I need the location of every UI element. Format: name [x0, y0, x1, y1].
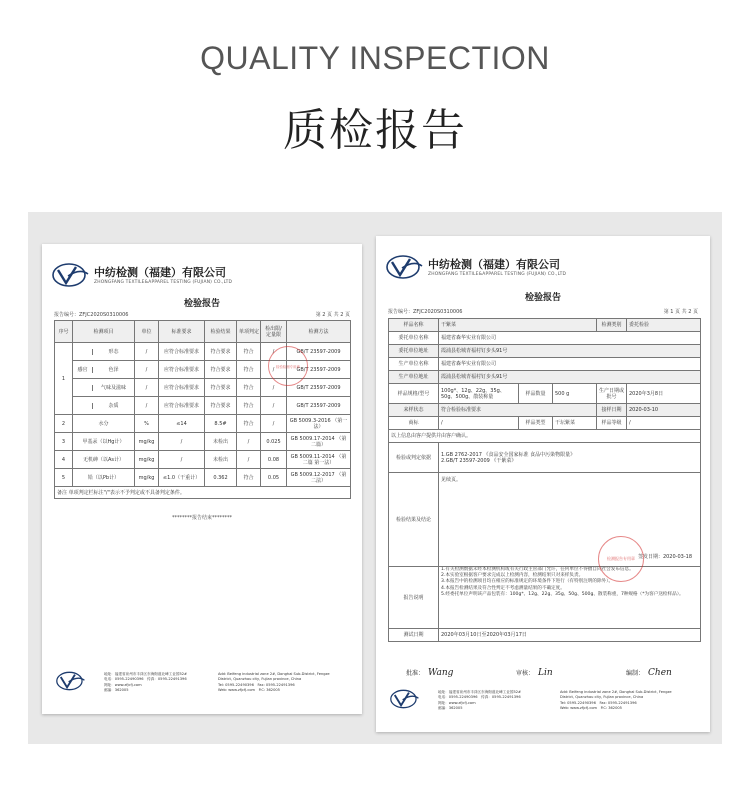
col-verdict: 单项判定 [237, 321, 261, 343]
report-title: 检验报告 [524, 293, 561, 303]
group-label: 感官 [73, 367, 93, 373]
report-stamp: 检测报告专用章 [598, 536, 644, 582]
report-end-mark: ********报告结束******** [171, 515, 232, 521]
col-requirement: 标准要求 [159, 321, 205, 343]
info-table [388, 318, 701, 642]
col-unit: 单位 [135, 321, 159, 343]
inspection-stamp: 检验检测专用章 [268, 346, 308, 386]
table-header-row [55, 321, 351, 343]
company-logo-icon [52, 262, 90, 288]
table-note-row: 备注 单项判定栏标注"/"表示不予判定或不具备判定条件。 [55, 487, 351, 499]
company-name-en: ZHONGFANG TEXTILE&APPAREL TESTING (FUJIAN) CO.,LTD [428, 272, 567, 277]
company-name-en: ZHONGFANG TEXTILE&APPAREL TESTING (FUJIAN) CO.,LTD [94, 280, 233, 285]
table-row: 4 无机砷（以As计） mg/kg / 未检出 / 0.08 GB 5009.11-2014 （第二篇 第一法） [55, 451, 351, 469]
document-footer: 地址：福建省泉州市丰泽区东海街道北峰工业园52# 电话：0595-22490396 传真：0595-22491396 网址：www.zfjcfj.com 邮编：362005 Add: Beifeng industrial zone 2#, Donghai Sub-District, Fengze District, Quanzhou city, Fujian province, China Tel: 0595-22490396 Fax: 0595-22491396 Web: www.zfjcfj.com P.C: 362005 [42, 664, 362, 706]
company-name-cn: 中纺检测（福建）有限公司 [94, 266, 226, 279]
table-row: 样品名称 干紫菜 检测类别 委托检验 [389, 319, 701, 332]
table-row: 检验或判定依据 1.GB 2762-2017 《食品安全国家标准 食品中污染物限量》 2.GB/T 23597-2009 《干紫菜》 [389, 443, 701, 473]
footer-logo-icon [390, 688, 420, 710]
table-row: 商标 / 样品类型 干坛紫菜 样品等级 / [389, 417, 701, 430]
col-result: 检验结果 [205, 321, 237, 343]
page-indicator: 第 2 页 共 2 页 [315, 312, 350, 318]
company-logo-icon [386, 254, 424, 280]
table-row: 3 甲基汞（以Hg计） mg/kg / 未检出 / 0.025 GB 5009.17-2014 （第二篇） [55, 433, 351, 451]
table-row: 感官 色泽 / 应符合标准要求 符合要求 符合 / GB/T 23597-2009 [55, 361, 351, 379]
table-row: 1 形态 / 应符合标准要求 符合要求 符合 / GB/T 23597-2009 [55, 343, 351, 361]
table-row: 报告说明 1.有关检测数据未经本检测机构或有关行政主管部门允许，任何单位不得擅自向社会发布信息。 2.本实验室根据客户要求完成以上检测内容，检测结果只对来样负责。 3.本报告中的检测项目均在相应的标准规定的环境条件下进行（有特别注明的除外）。 4.本报告检测结果及符合性判定不考虑测量结果的不确定度。 5.经委托单位声明该产品包装有：100g*、12g、22g、35g、50g、500g、散装称重，7种规格（*为客户送检样品）。 [389, 567, 701, 629]
report-number: 报告编号：ZFJC2020S0310006 [54, 312, 129, 318]
table-row: 委托单位地址 霞浦县松城青福村钉步头91号 [389, 345, 701, 358]
document-footer: 地址：福建省泉州市丰泽区东海街道北峰工业园52# 电话：0595-22490396 传真：0595-22491396 网址：www.zfjcfj.com 邮编：362005 Add: Beifeng industrial zone 2#, Donghai Sub-District, Fengze District, Quanzhou city, Fujian province, China Tel: 0595-22490396 Fax: 0595-22491396 Web: www.zfjcfj.com P.C: 362005 [376, 682, 710, 724]
table-row: 样品规格/型号 100g*、12g、22g、35g、50g、500g、散装称量 样品数量 500 g 生产日期或批号 2020年3月8日 [389, 384, 701, 404]
table-row: 5 铅（以Pb计） mg/kg ≤1.0（干重计） 0.362 符合 0.05 GB 5009.12-2017 （第二法） [55, 469, 351, 487]
results-table [54, 320, 351, 499]
col-no: 序号 [55, 321, 73, 343]
col-limit: 检出限/定量限 [261, 321, 287, 343]
col-item: 检测项目 [73, 321, 135, 343]
report-page-2 [42, 244, 362, 714]
report-number: 报告编号：ZFJC2020S0310006 [388, 309, 463, 315]
table-row: 检验结果及结论 见续页。 签发日期：2020-03-18 [389, 473, 701, 567]
report-title: 检验报告 [183, 299, 220, 309]
company-name-cn: 中纺检测（福建）有限公司 [428, 258, 560, 271]
table-row: 以上信息由客户提供并由客户确认。 [389, 430, 701, 443]
table-row: 生产单位地址 霞浦县松城青福村钉步头91号 [389, 371, 701, 384]
table-row: 来样状态 符合检验标准要求 接样日期 2020-03-10 [389, 404, 701, 417]
footer-logo-icon [56, 670, 86, 692]
table-row: 生产单位名称 福建省森华实业有限公司 [389, 358, 701, 371]
table-row: 杂质 / 应符合标准要求 符合要求 符合 / GB/T 23597-2009 [55, 397, 351, 415]
table-row: 2 水分 % ≤14 8.5# 符合 / GB 5009.3-2016 （第一法） [55, 415, 351, 433]
title-cn: 质检报告 [283, 105, 467, 156]
title-en: QUALITY INSPECTION [200, 40, 550, 76]
report-page-1: 中纺检测（福建）有限公司 ZHONGFANG TEXTILE&APPAREL TESTING (FUJIAN) CO.,LTD 检验报告 报告编号：ZFJC2020S0310006 第 1 页 共 2 页 样品名称 干紫菜 检测类别 委托检验 委托单位名称 福建省森华实业有限公司 委托单位地址 霞浦县松城青福村钉步头91号 生产单位名称 福建省森华实业有限公司 生产单位地址 霞浦县松城青福村钉步头91号 样品规格/型号 100g*、12g、22g、35g、50g、500g、散装称量 样品数量 500 g 生产日期或批号 2020年3月8日 来样状态 符合检验标准要求 接样日期 2020-03-10 商标 / 样品类型 干坛紫菜 样品等级 / 以上信息由客户提供并由客户确认。 检验或判定依据 1.GB 2762-2017 《食品安全国家标准 食品中污染物限量》 2.GB/T 23597-2009 《干紫菜》 检验结果及结论 见续页。 签发日期：2020-03-18 报告说明 1.有关检测数据未经本检测机构或有关行政主管部门允许，任何单位不得擅自向社会发布信息。 2.本实验室根据客户要求完成以上检测内容，检测结果只对来样负责。 3.本报告中的检测项目均在相应的标准规定的环境条件下进行（有特别注明的除外）。 4.本报告检测结果及符合性判定不考虑测量结果的不确定度。 5.经委托单位声明该产品包装有：100g*、12g、22g、35g、50g、500g、散装称重，7种规格（*为客户送检样品）。 测试日期 2020年03月10日至2020年03月17日 检测报告专用章 批准： Wang 审核： Lin 编制： Chen 地址：福建省泉州市丰泽区东海街道北峰工业园52# 电话：0595-22490396 传真：0595-22491396 网址：www.zfjcfj.com 邮编：362005 Add: Beifeng industrial zone 2#, Donghai Sub-District, Fengze District, Quanzhou city, Fujian province, China Tel: 0595-22490396 Fax: 0595-22491396 Web: www.zfjcfj.com P.C: 362005 [376, 236, 710, 732]
table-row: 委托单位名称 福建省森华实业有限公司 [389, 332, 701, 345]
page-indicator: 第 1 页 共 2 页 [663, 309, 698, 315]
table-row: 气味及滋味 / 应符合标准要求 符合要求 符合 / GB/T 23597-2009 [55, 379, 351, 397]
col-method: 检测方法 [287, 321, 351, 343]
table-row: 测试日期 2020年03月10日至2020年03月17日 [389, 629, 701, 642]
